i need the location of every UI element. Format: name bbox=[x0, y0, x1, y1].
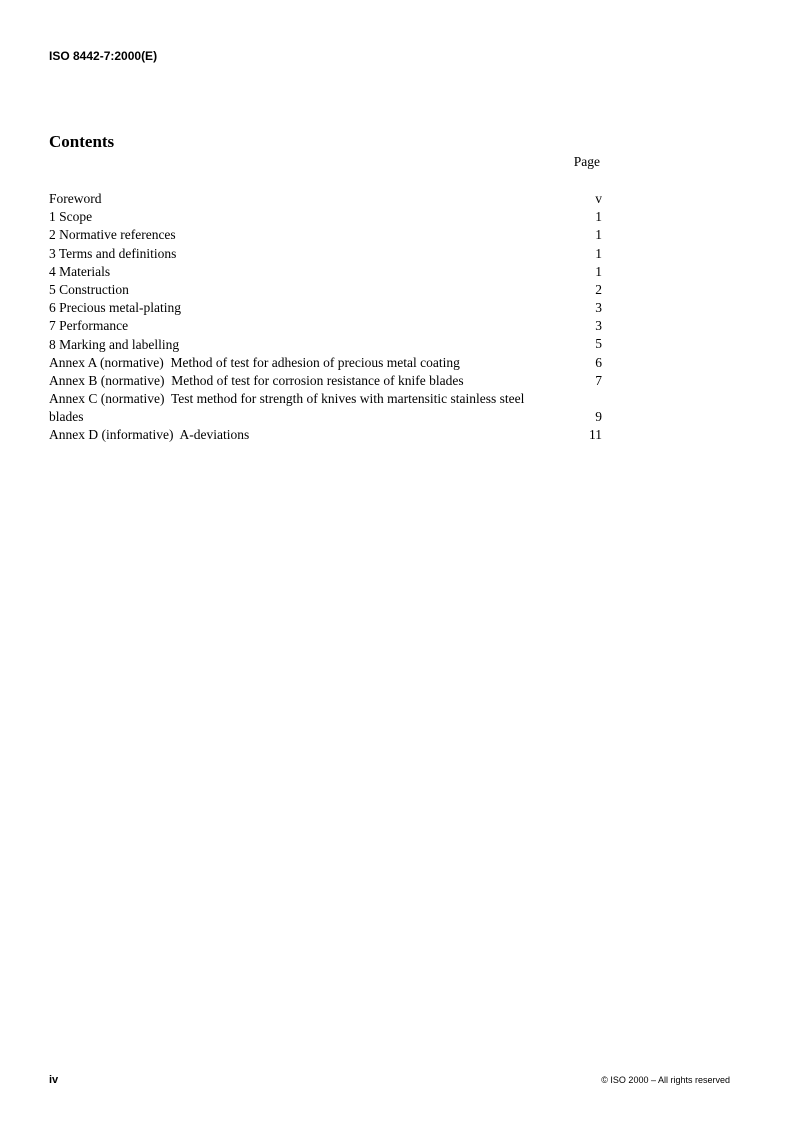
document-id-header: ISO 8442-7:2000(E) bbox=[49, 49, 158, 63]
toc-entry-title: Annex B (normative) Method of test for corrosion resistance of knife blades bbox=[49, 372, 464, 388]
toc-entry-title: 6 Precious metal-plating bbox=[49, 300, 181, 316]
toc-entry-page: 7 bbox=[595, 372, 602, 388]
toc-entry-page: 5 bbox=[595, 336, 602, 352]
toc-entry-annex-a[interactable] bbox=[49, 354, 602, 372]
contents-heading: Contents bbox=[49, 132, 115, 151]
toc-entry-title: Annex C (normative) Test method for strength of knives with martensitic stainless steel blades bbox=[49, 391, 528, 425]
toc-entry-page: 1 bbox=[595, 227, 602, 243]
toc-entry-foreword[interactable] bbox=[49, 190, 602, 208]
toc-entry-title: Annex D (informative) A-deviations bbox=[49, 427, 250, 443]
toc-entry-page: 2 bbox=[595, 281, 602, 297]
toc-entry-annex-b[interactable] bbox=[49, 372, 602, 390]
toc-entry-page: 1 bbox=[595, 245, 602, 261]
toc-entry-title: 3 Terms and definitions bbox=[49, 245, 177, 261]
toc-entry-construction[interactable] bbox=[49, 281, 602, 299]
toc-entry-materials[interactable] bbox=[49, 263, 602, 281]
toc-entry-annex-d[interactable] bbox=[49, 426, 602, 444]
toc-entry-title: 2 Normative references bbox=[49, 227, 176, 243]
page-column-label: Page bbox=[573, 154, 600, 169]
toc-entry-title: 1 Scope bbox=[49, 209, 93, 225]
toc-entry-page: v bbox=[595, 190, 602, 206]
toc-entry-page: 11 bbox=[589, 427, 602, 443]
toc-entry-title: 8 Marking and labelling bbox=[49, 336, 180, 352]
toc-entry-page: 3 bbox=[595, 318, 602, 334]
toc-entry-page: 1 bbox=[595, 263, 602, 279]
footer-page-number: iv bbox=[49, 1074, 59, 1086]
toc-entry-page: 6 bbox=[595, 354, 602, 370]
toc-entry-title: 4 Materials bbox=[49, 263, 111, 279]
toc-entry-title: Annex A (normative) Method of test for adhesion of precious metal coating bbox=[49, 354, 460, 370]
toc-entry-performance[interactable] bbox=[49, 317, 602, 335]
toc-entry-title: Foreword bbox=[49, 191, 102, 206]
toc-entry-precious-metal-plating[interactable] bbox=[49, 299, 602, 317]
toc-entry-page: 1 bbox=[595, 209, 602, 225]
toc-entry-annex-c[interactable] bbox=[49, 390, 602, 426]
table-of-contents bbox=[49, 190, 602, 445]
toc-entry-terms-definitions[interactable] bbox=[49, 245, 602, 263]
toc-entry-normative-references[interactable] bbox=[49, 226, 602, 244]
footer-copyright: © ISO 2000 – All rights reserved bbox=[601, 1075, 730, 1085]
toc-entry-title: 7 Performance bbox=[49, 318, 129, 334]
toc-entry-scope[interactable] bbox=[49, 208, 602, 226]
toc-entry-page: 3 bbox=[595, 300, 602, 316]
toc-entry-page: 9 bbox=[595, 409, 602, 425]
toc-entry-title: 5 Construction bbox=[49, 281, 129, 297]
toc-entry-marking-labelling[interactable] bbox=[49, 336, 602, 354]
